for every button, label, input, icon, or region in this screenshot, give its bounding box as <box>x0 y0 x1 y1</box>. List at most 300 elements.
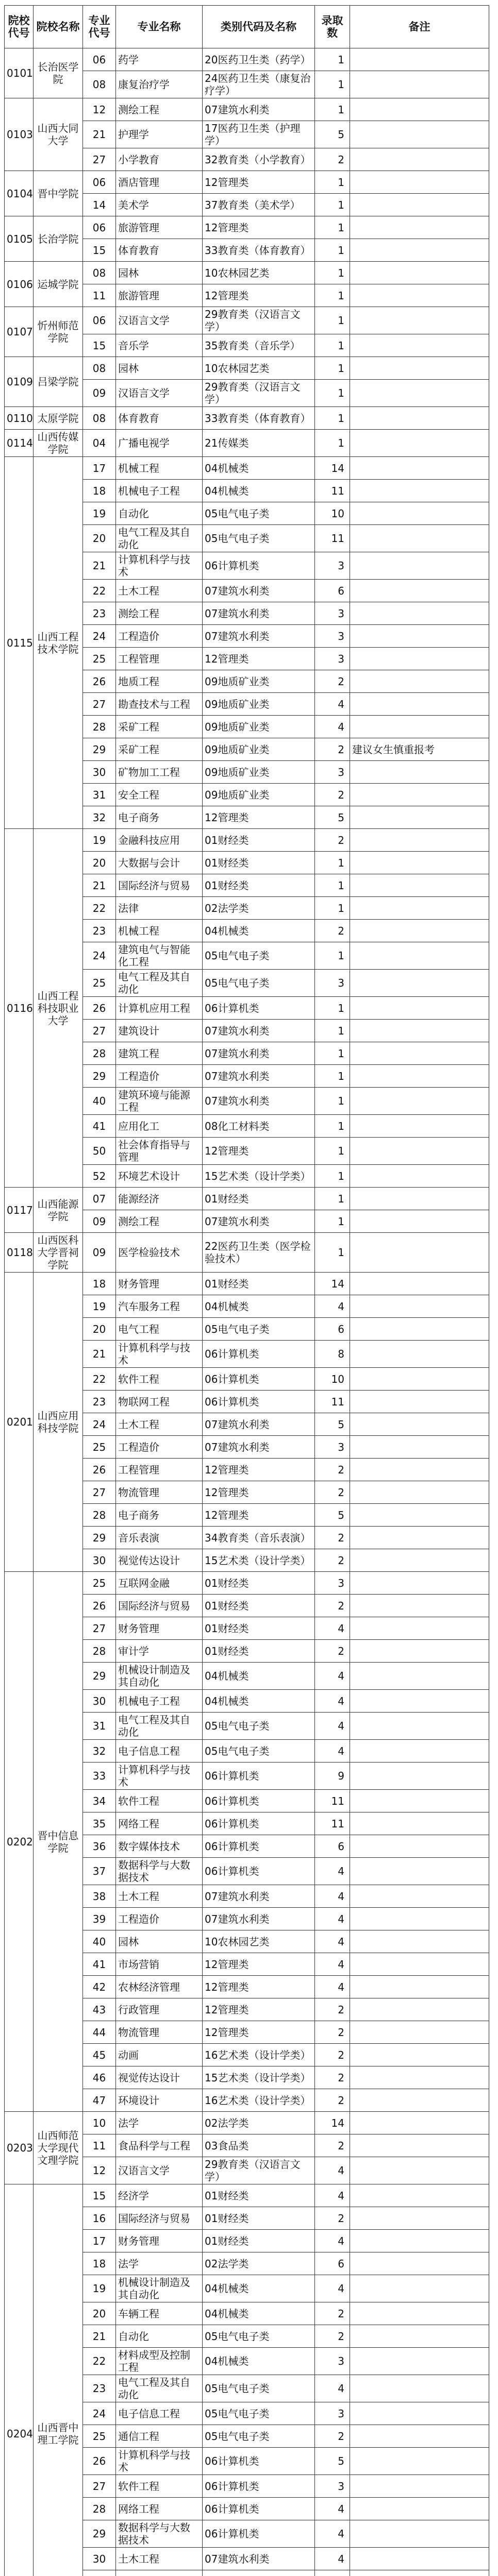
school-code: 0118 <box>5 1233 34 1273</box>
category: 12管理类 <box>203 1998 315 2021</box>
remarks <box>350 2448 489 2475</box>
school-code: 0103 <box>5 98 34 171</box>
remarks <box>350 1413 489 1436</box>
major-name: 工程造价 <box>116 1436 203 1459</box>
admitted-count: 1 <box>315 262 350 284</box>
admitted-count: 4 <box>315 2520 350 2548</box>
category: 07建筑水利类 <box>203 1088 315 1115</box>
major-name: 国际经济与贸易 <box>116 874 203 897</box>
major-code: 23 <box>83 602 116 625</box>
major-name: 财务管理 <box>116 1617 203 1640</box>
admitted-count: 2 <box>315 738 350 761</box>
major-code: 42 <box>83 1976 116 1998</box>
category: 29教育类（汉语言文学） <box>203 307 315 334</box>
admitted-count: 1 <box>315 1065 350 1088</box>
major-code: 27 <box>83 2475 116 2498</box>
category: 04机械类 <box>203 2348 315 2375</box>
major-name: 汉语言文学 <box>116 380 203 407</box>
major-name: 电子信息工程 <box>116 1740 203 1762</box>
remarks <box>350 1908 489 1930</box>
school-name: 长治医学院 <box>34 48 83 98</box>
major-name: 国际经济与贸易 <box>116 2207 203 2230</box>
table-row <box>5 1572 489 1595</box>
category: 07建筑水利类 <box>203 1020 315 1042</box>
major-code: 30 <box>83 1690 116 1713</box>
admitted-count: 2 <box>315 829 350 852</box>
school-name: 山西工程科技职业大学 <box>34 829 83 1188</box>
school-name: 吕梁学院 <box>34 357 83 407</box>
remarks <box>350 1595 489 1617</box>
admitted-count: 6 <box>315 2252 350 2275</box>
remarks <box>350 216 489 239</box>
major-code: 22 <box>83 580 116 602</box>
major-name: 土木工程 <box>116 1885 203 1908</box>
admitted-count: 6 <box>315 580 350 602</box>
admitted-count: 2 <box>315 2302 350 2325</box>
category: 37教育类（美术学） <box>203 194 315 216</box>
major-code: 06 <box>83 48 116 71</box>
major-code: 22 <box>83 1368 116 1391</box>
category: 09地质矿业类 <box>203 693 315 716</box>
admitted-count: 4 <box>315 716 350 738</box>
admitted-count: 4 <box>315 2548 350 2570</box>
remarks <box>350 1930 489 1953</box>
remarks <box>350 2230 489 2252</box>
category: 06计算机类 <box>203 1835 315 1858</box>
major-code: 41 <box>83 1953 116 1976</box>
school-name: 晋中信息学院 <box>34 1572 83 2112</box>
remarks <box>350 2570 489 2576</box>
major-code: 18 <box>83 480 116 502</box>
major-code: 29 <box>83 2520 116 2548</box>
remarks <box>350 716 489 738</box>
remarks <box>350 1690 489 1713</box>
major-code: 14 <box>83 194 116 216</box>
admitted-count: 1 <box>315 1042 350 1065</box>
remarks <box>350 2157 489 2184</box>
major-name: 动画 <box>116 2044 203 2066</box>
remarks <box>350 1368 489 1391</box>
admitted-count: 2 <box>315 2325 350 2348</box>
major-name: 大数据与会计 <box>116 852 203 874</box>
major-name: 社会体育指导与管理 <box>116 1138 203 1165</box>
remarks <box>350 307 489 334</box>
remarks <box>350 2325 489 2348</box>
admitted-count: 10 <box>315 1368 350 1391</box>
major-name: 法学 <box>116 2112 203 2134</box>
remarks <box>350 1391 489 1413</box>
category: 12管理类 <box>203 806 315 829</box>
remarks <box>350 1459 489 1481</box>
remarks <box>350 357 489 380</box>
school-code: 0114 <box>5 430 34 457</box>
remarks <box>350 2548 489 2570</box>
admitted-count: 2 <box>315 2134 350 2157</box>
major-code: 38 <box>83 1885 116 1908</box>
admitted-count: 1 <box>315 430 350 457</box>
remarks <box>350 148 489 171</box>
remarks <box>350 171 489 194</box>
remarks <box>350 239 489 262</box>
category: 24医药卫生类（康复治疗学） <box>203 71 315 98</box>
admitted-count: 1 <box>315 71 350 98</box>
category: 35教育类（音乐学） <box>203 334 315 357</box>
remarks <box>350 997 489 1020</box>
remarks <box>350 525 489 552</box>
major-code: 44 <box>83 2021 116 2044</box>
category: 05电气电子类 <box>203 942 315 970</box>
admission-document <box>4 5 489 2576</box>
admitted-count: 3 <box>315 602 350 625</box>
admitted-count: 1 <box>315 194 350 216</box>
category: 07建筑水利类 <box>203 625 315 648</box>
school-code: 0109 <box>5 357 34 407</box>
remarks <box>350 1762 489 1790</box>
major-code: 50 <box>83 1138 116 1165</box>
remarks <box>350 1210 489 1233</box>
major-code: 24 <box>83 2402 116 2425</box>
admitted-count: 4 <box>315 1740 350 1762</box>
admitted-count: 14 <box>315 1273 350 1295</box>
category: 22医药卫生类（医学检验技术） <box>203 1233 315 1273</box>
major-code: 09 <box>83 1210 116 1233</box>
major-name: 广播电视学 <box>116 430 203 457</box>
major-name: 旅游管理 <box>116 284 203 307</box>
admitted-count: 4 <box>315 2375 350 2402</box>
remarks <box>350 1572 489 1595</box>
admitted-count: 3 <box>315 1436 350 1459</box>
major-name: 审计学 <box>116 1640 203 1663</box>
admitted-count: 4 <box>315 1908 350 1930</box>
admitted-count: 2 <box>315 2207 350 2230</box>
remarks <box>350 806 489 829</box>
admitted-count: 1 <box>315 1020 350 1042</box>
major-name: 工程造价 <box>116 1908 203 1930</box>
major-code: 30 <box>83 761 116 784</box>
category: 09地质矿业类 <box>203 738 315 761</box>
major-code: 11 <box>83 284 116 307</box>
header-major-code: 专业代号 <box>83 6 116 48</box>
remarks <box>350 430 489 457</box>
remarks <box>350 874 489 897</box>
category: 07建筑水利类 <box>203 1436 315 1459</box>
major-code: 29 <box>83 1065 116 1088</box>
school-code: 0115 <box>5 457 34 829</box>
admitted-count: 5 <box>315 2448 350 2475</box>
major-code: 27 <box>83 1617 116 1640</box>
admitted-count: 2 <box>315 1481 350 1504</box>
category: 06计算机类 <box>203 1391 315 1413</box>
major-name: 软件工程 <box>116 1790 203 1812</box>
category: 06计算机类 <box>203 552 315 580</box>
category: 05电气电子类 <box>203 2425 315 2448</box>
remarks <box>350 98 489 121</box>
admitted-count: 1 <box>315 1138 350 1165</box>
major-name: 电子信息工程 <box>116 2402 203 2425</box>
major-code: 09 <box>83 1233 116 1273</box>
major-code: 40 <box>83 1930 116 1953</box>
remarks <box>350 1115 489 1138</box>
category: 02法学类 <box>203 2112 315 2134</box>
category: 12管理类 <box>203 1459 315 1481</box>
remarks <box>350 1812 489 1835</box>
category: 07建筑水利类 <box>203 1210 315 1233</box>
major-code: 52 <box>83 1165 116 1188</box>
major-name: 工程造价 <box>116 1065 203 1088</box>
category: 05电气电子类 <box>203 1740 315 1762</box>
remarks <box>350 1713 489 1740</box>
major-code: 45 <box>83 2044 116 2066</box>
remarks <box>350 1295 489 1318</box>
remarks <box>350 829 489 852</box>
major-name: 应用化工 <box>116 1115 203 1138</box>
major-code: 40 <box>83 1088 116 1115</box>
major-name: 计算机科学与技术 <box>116 1341 203 1368</box>
category: 01财经类 <box>203 1595 315 1617</box>
category: 06计算机类 <box>203 1812 315 1835</box>
major-code: 47 <box>83 2089 116 2112</box>
admitted-count: 1 <box>315 239 350 262</box>
category: 01财经类 <box>203 829 315 852</box>
major-code: 32 <box>83 1740 116 1762</box>
major-code: 19 <box>83 829 116 852</box>
major-name: 康复治疗学 <box>116 71 203 98</box>
admitted-count: 1 <box>315 357 350 380</box>
major-name: 物联网工程 <box>116 1391 203 1413</box>
category: 07建筑水利类 <box>203 602 315 625</box>
category: 06计算机类 <box>203 1858 315 1885</box>
remarks <box>350 897 489 920</box>
category: 09地质矿业类 <box>203 716 315 738</box>
admitted-count: 2 <box>315 920 350 942</box>
major-name: 机械设计制造及其自动化 <box>116 2275 203 2302</box>
major-name: 材料成型及控制工程 <box>116 2348 203 2375</box>
table-row <box>5 2184 489 2207</box>
school-code: 0105 <box>5 216 34 262</box>
category: 12管理类 <box>203 1953 315 1976</box>
category: 16艺术类（设计学类） <box>203 2089 315 2112</box>
category: 33教育类（体育教育） <box>203 239 315 262</box>
school-name: 太原学院 <box>34 407 83 430</box>
admitted-count: 1 <box>315 942 350 970</box>
major-code: 06 <box>83 216 116 239</box>
major-name: 测绘工程 <box>116 98 203 121</box>
admitted-count: 2 <box>315 1998 350 2021</box>
major-code: 26 <box>83 2448 116 2475</box>
admitted-count: 2 <box>315 670 350 693</box>
major-name: 电气工程及其自动化 <box>116 525 203 552</box>
admitted-count: 14 <box>315 2112 350 2134</box>
school-name: 晋中学院 <box>34 171 83 216</box>
major-code: 31 <box>83 1713 116 1740</box>
table-row <box>5 407 489 430</box>
admitted-count: 2 <box>315 1549 350 1572</box>
admitted-count: 1 <box>315 1188 350 1210</box>
admitted-count: 1 <box>315 1233 350 1273</box>
admitted-count: 3 <box>315 2348 350 2375</box>
major-name: 法律 <box>116 897 203 920</box>
major-name: 工程造价 <box>116 625 203 648</box>
remarks <box>350 1549 489 1572</box>
remarks <box>350 2252 489 2275</box>
major-name: 计算机科学与技术 <box>116 2448 203 2475</box>
major-name: 采矿工程 <box>116 716 203 738</box>
remarks <box>350 1436 489 1459</box>
remarks <box>350 2475 489 2498</box>
major-code: 17 <box>83 2230 116 2252</box>
major-code: 28 <box>83 1640 116 1663</box>
admitted-count: 2 <box>315 1640 350 1663</box>
category: 10农林园艺类 <box>203 262 315 284</box>
category: 05电气电子类 <box>203 2325 315 2348</box>
table-row <box>5 1188 489 1210</box>
major-name: 市场营销 <box>116 1953 203 1976</box>
major-code: 33 <box>83 1762 116 1790</box>
admitted-count: 2 <box>315 1595 350 1617</box>
remarks <box>350 334 489 357</box>
category: 01财经类 <box>203 2207 315 2230</box>
remarks: 建议女生慎重报考 <box>350 738 489 761</box>
category: 06计算机类 <box>203 1790 315 1812</box>
table-row <box>5 98 489 121</box>
category: 06计算机类 <box>203 2448 315 2475</box>
major-code: 31 <box>83 784 116 806</box>
category: 05电气电子类 <box>203 1318 315 1341</box>
category: 04机械类 <box>203 480 315 502</box>
school-code: 0201 <box>5 1273 34 1572</box>
remarks <box>350 2375 489 2402</box>
major-code: 30 <box>83 2548 116 2570</box>
major-code: 25 <box>83 1572 116 1595</box>
major-name: 建筑设计 <box>116 1020 203 1042</box>
admitted-count: 1 <box>315 852 350 874</box>
remarks <box>350 1020 489 1042</box>
admitted-count: 4 <box>315 1976 350 1998</box>
remarks <box>350 262 489 284</box>
admitted-count: 11 <box>315 1391 350 1413</box>
admitted-count: 4 <box>315 1295 350 1318</box>
category: 06计算机类 <box>203 2498 315 2520</box>
admitted-count: 2 <box>315 784 350 806</box>
school-code: 0204 <box>5 2184 34 2576</box>
category: 02法学类 <box>203 2252 315 2275</box>
category: 03食品类 <box>203 2134 315 2157</box>
category: 01财经类 <box>203 2184 315 2207</box>
major-code: 25 <box>83 970 116 997</box>
major-code: 26 <box>83 1595 116 1617</box>
admitted-count: 11 <box>315 1812 350 1835</box>
major-name: 电气工程及其自动化 <box>116 2375 203 2402</box>
major-name: 美术学 <box>116 194 203 216</box>
remarks <box>350 920 489 942</box>
major-code: 46 <box>83 2066 116 2089</box>
major-name: 电子商务 <box>116 1504 203 1527</box>
admitted-count: 4 <box>315 1858 350 1885</box>
admitted-count: 3 <box>315 761 350 784</box>
major-code: 11 <box>83 2134 116 2157</box>
table-row <box>5 829 489 852</box>
admitted-count: 1 <box>315 334 350 357</box>
admitted-count: 4 <box>315 1885 350 1908</box>
school-name: 忻州师范学院 <box>34 307 83 357</box>
remarks <box>350 1341 489 1368</box>
admitted-count: 2 <box>315 2066 350 2089</box>
category: 04机械类 <box>203 1690 315 1713</box>
major-name: 音乐表演 <box>116 1527 203 1549</box>
major-name: 工程管理 <box>116 1459 203 1481</box>
major-code: 20 <box>83 852 116 874</box>
major-code: 35 <box>83 1812 116 1835</box>
admitted-count: 11 <box>315 480 350 502</box>
major-name: 环境设计 <box>116 2089 203 2112</box>
category: 29教育类（汉语言文学） <box>203 380 315 407</box>
remarks <box>350 457 489 480</box>
admitted-count: 1 <box>315 1115 350 1138</box>
category: 07建筑水利类 <box>203 580 315 602</box>
remarks <box>350 2425 489 2448</box>
major-name: 经济学 <box>116 2184 203 2207</box>
admitted-count: 3 <box>315 1572 350 1595</box>
major-code: 09 <box>83 380 116 407</box>
major-name: 建筑工程 <box>116 1042 203 1065</box>
major-name: 机械工程 <box>116 457 203 480</box>
major-code: 27 <box>83 1481 116 1504</box>
remarks <box>350 48 489 71</box>
remarks <box>350 2021 489 2044</box>
major-name: 工程管理 <box>116 648 203 670</box>
school-code: 0106 <box>5 262 34 307</box>
major-code: 27 <box>83 148 116 171</box>
major-name: 软件工程 <box>116 2475 203 2498</box>
major-name: 建筑电气与智能化工程 <box>116 942 203 970</box>
major-code: 25 <box>83 2425 116 2448</box>
admitted-count: 1 <box>315 897 350 920</box>
major-code: 41 <box>83 1115 116 1138</box>
category: 21传媒类 <box>203 430 315 457</box>
admitted-count: 2 <box>315 2044 350 2066</box>
category: 04机械类 <box>203 2302 315 2325</box>
major-name: 园林 <box>116 1930 203 1953</box>
remarks <box>350 1835 489 1858</box>
remarks <box>350 761 489 784</box>
school-code: 0104 <box>5 171 34 216</box>
major-name: 土木工程 <box>116 1413 203 1436</box>
category: 10农林园艺类 <box>203 1930 315 1953</box>
admitted-count: 2 <box>315 2089 350 2112</box>
admitted-count <box>315 2570 350 2576</box>
major-name: 小学教育 <box>116 148 203 171</box>
table-row <box>5 430 489 457</box>
major-code: 24 <box>83 942 116 970</box>
major-name: 汽车服务工程 <box>116 1295 203 1318</box>
admitted-count: 1 <box>315 171 350 194</box>
remarks <box>350 1953 489 1976</box>
admitted-count: 2 <box>315 2425 350 2448</box>
major-code: 08 <box>83 71 116 98</box>
remarks <box>350 2275 489 2302</box>
remarks <box>350 670 489 693</box>
remarks <box>350 1318 489 1341</box>
major-code: 26 <box>83 1459 116 1481</box>
table-body <box>5 48 489 2576</box>
major-code: 25 <box>83 648 116 670</box>
category: 16艺术类（设计学类） <box>203 2044 315 2066</box>
remarks <box>350 1065 489 1088</box>
admitted-count: 1 <box>315 997 350 1020</box>
remarks <box>350 1481 489 1504</box>
major-name: 视觉传达设计 <box>116 1549 203 1572</box>
school-code: 0203 <box>5 2112 34 2184</box>
